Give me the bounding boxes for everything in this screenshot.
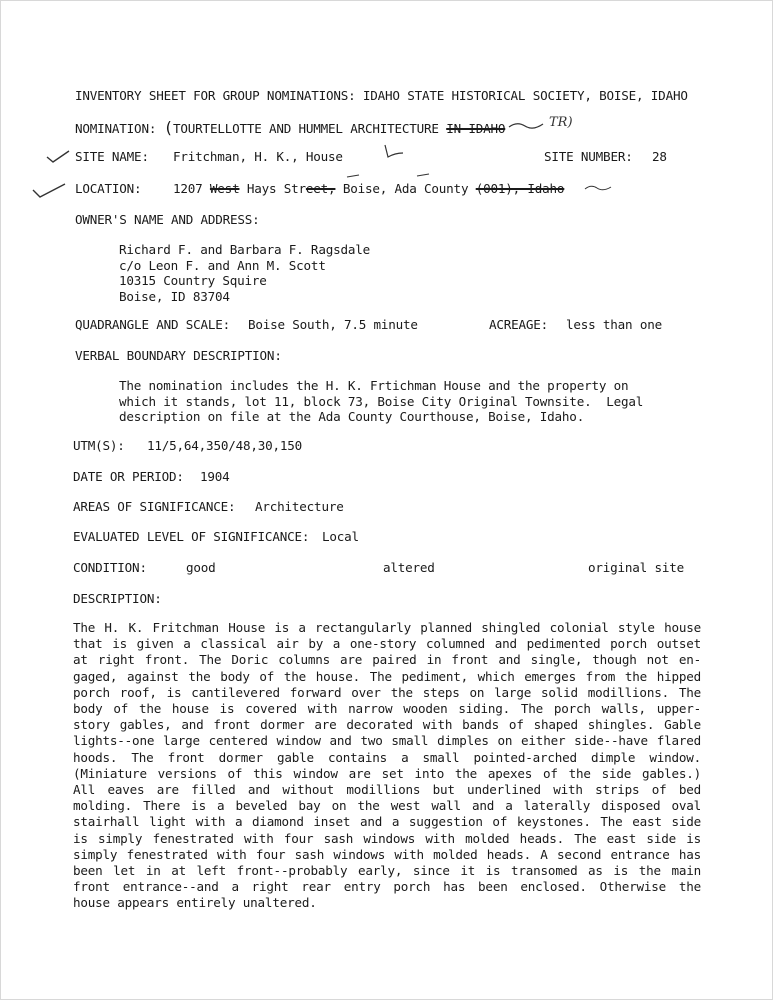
description-line: lights--one large centered window and two small dimples on either side--have flared [73,733,701,749]
utm-value: 11/5,64,350/48,30,150 [147,438,303,453]
checkmark-icon [45,147,71,165]
nomination-row [75,120,505,136]
description-line: story gables, and front dormer are decorated with bands of shaped shingles. Gable [73,717,701,733]
description-line: is simply fenestrated with four sash windows with molded heads. The east side is [73,830,701,846]
strike-squiggle-icon [507,119,547,133]
description-line: gaged, against the body of the house. The pediment, which emerges from the hipped [73,668,701,684]
nomination-label: NOMINATION: [75,121,157,136]
site-number-value: 28 [652,149,667,164]
description-line: hoods. The front dormer gable contains a small pointed-arched dimple window. [73,749,701,765]
level-value: Local [322,529,359,544]
site-name-label: SITE NAME: [75,149,149,164]
checkmark-icon [381,141,405,161]
date-value: 1904 [200,469,230,484]
quadrangle-label: QUADRANGLE AND SCALE: [75,317,231,332]
description-text [73,620,701,912]
utm-label: UTM(S): [73,438,125,453]
location-street: Hays Str [246,181,306,196]
nomination-paren: ( [163,118,174,137]
description-line: The H. K. Fritchman House is a rectangularly planned shingled colonial style house [73,620,701,635]
owner-label: OWNER'S NAME AND ADDRESS: [75,212,260,227]
owner-address [119,242,370,304]
condition-label: CONDITION: [73,560,147,575]
description-line: (Miniature versions of this window are set into the apexes of the side gables.) [73,765,701,781]
boundary-label: VERBAL BOUNDARY DESCRIPTION: [75,348,282,363]
owner-line: Boise, ID 83704 [119,288,230,304]
description-line: at right front. The Doric columns are paired in front and single, though not en- [73,652,701,668]
location-struck-west: West [209,181,240,196]
description-line: porch roof, is cantilevered forward over the steps on large solid modillions. The [73,684,701,700]
site-number-label: SITE NUMBER: [544,149,633,164]
location-label: LOCATION: [75,181,142,196]
condition-original-site: original site [588,560,684,575]
owner-line: 10315 Country Squire [119,273,267,288]
boundary-line: which it stands, lot 11, block 73, Boise City Original Townsite. Legal [119,393,644,409]
boundary-line: The nomination includes the H. K. Frtichman House and the property on [119,378,629,393]
location-value-row [173,181,564,196]
checkmark-icon [31,178,67,200]
location-number: 1207 [173,181,203,196]
quadrangle-value: Boise South, 7.5 minute [248,317,418,332]
nomination-handwritten-note: TR) [549,115,573,130]
location-struck-county: (001), Idaho [475,181,565,196]
nomination-value: TOURTELLOTTE AND HUMMEL ARCHITECTURE [173,121,439,136]
location-struck-eet: eet, [305,181,336,196]
nomination-struck-text: IN IDAHO [446,121,506,136]
description-line: All eaves are filled and without modillions but underlined with strips of bed [73,782,701,798]
description-line: molding. There is a beveled bay on the west wall and a laterally disposed oval [73,798,701,814]
description-line: body of the house is covered with narrow wooden siding. The porch walls, upper- [73,701,701,717]
description-line: stairhall light with a diamond inset and a suggestion of keystones. The east side [73,814,701,830]
condition-good: good [186,560,216,575]
description-line: that is given a classical air by a one-story columned and pedimented porch outset [73,636,701,652]
areas-value: Architecture [255,499,344,514]
owner-line: c/o Leon F. and Ann M. Scott [119,257,326,273]
owner-line: Richard F. and Barbara F. Ragsdale [119,242,370,257]
condition-altered: altered [383,560,435,575]
strike-squiggle-icon [583,181,613,193]
boundary-text [119,378,643,425]
areas-label: AREAS OF SIGNIFICANCE: [73,499,236,514]
sheet-title: INVENTORY SHEET FOR GROUP NOMINATIONS: IDAHO STATE HISTORICAL SOCIETY, BOISE, IDAHO [75,88,688,103]
level-label: EVALUATED LEVEL OF SIGNIFICANCE: [73,529,310,544]
date-label: DATE OR PERIOD: [73,469,184,484]
acreage-label: ACREAGE: [489,317,549,332]
acreage-value: less than one [566,317,662,332]
description-label: DESCRIPTION: [73,591,162,606]
description-line: simply fenestrated with four sash windows with molded heads. A second entrance has [73,846,701,862]
location-rest: Boise, Ada County [342,181,469,196]
description-line: house appears entirely unaltered. [73,895,317,911]
description-line: been let in at left front--probably early, since it is transomed as is the main [73,863,701,879]
boundary-line: description on file at the Ada County Courthouse, Boise, Idaho. [119,409,585,424]
description-line: front entrance--and a right rear entry porch has been enclosed. Otherwise the [73,879,701,895]
handwritten-marks-icon [345,169,435,183]
site-name-value: Fritchman, H. K., House [173,149,343,164]
